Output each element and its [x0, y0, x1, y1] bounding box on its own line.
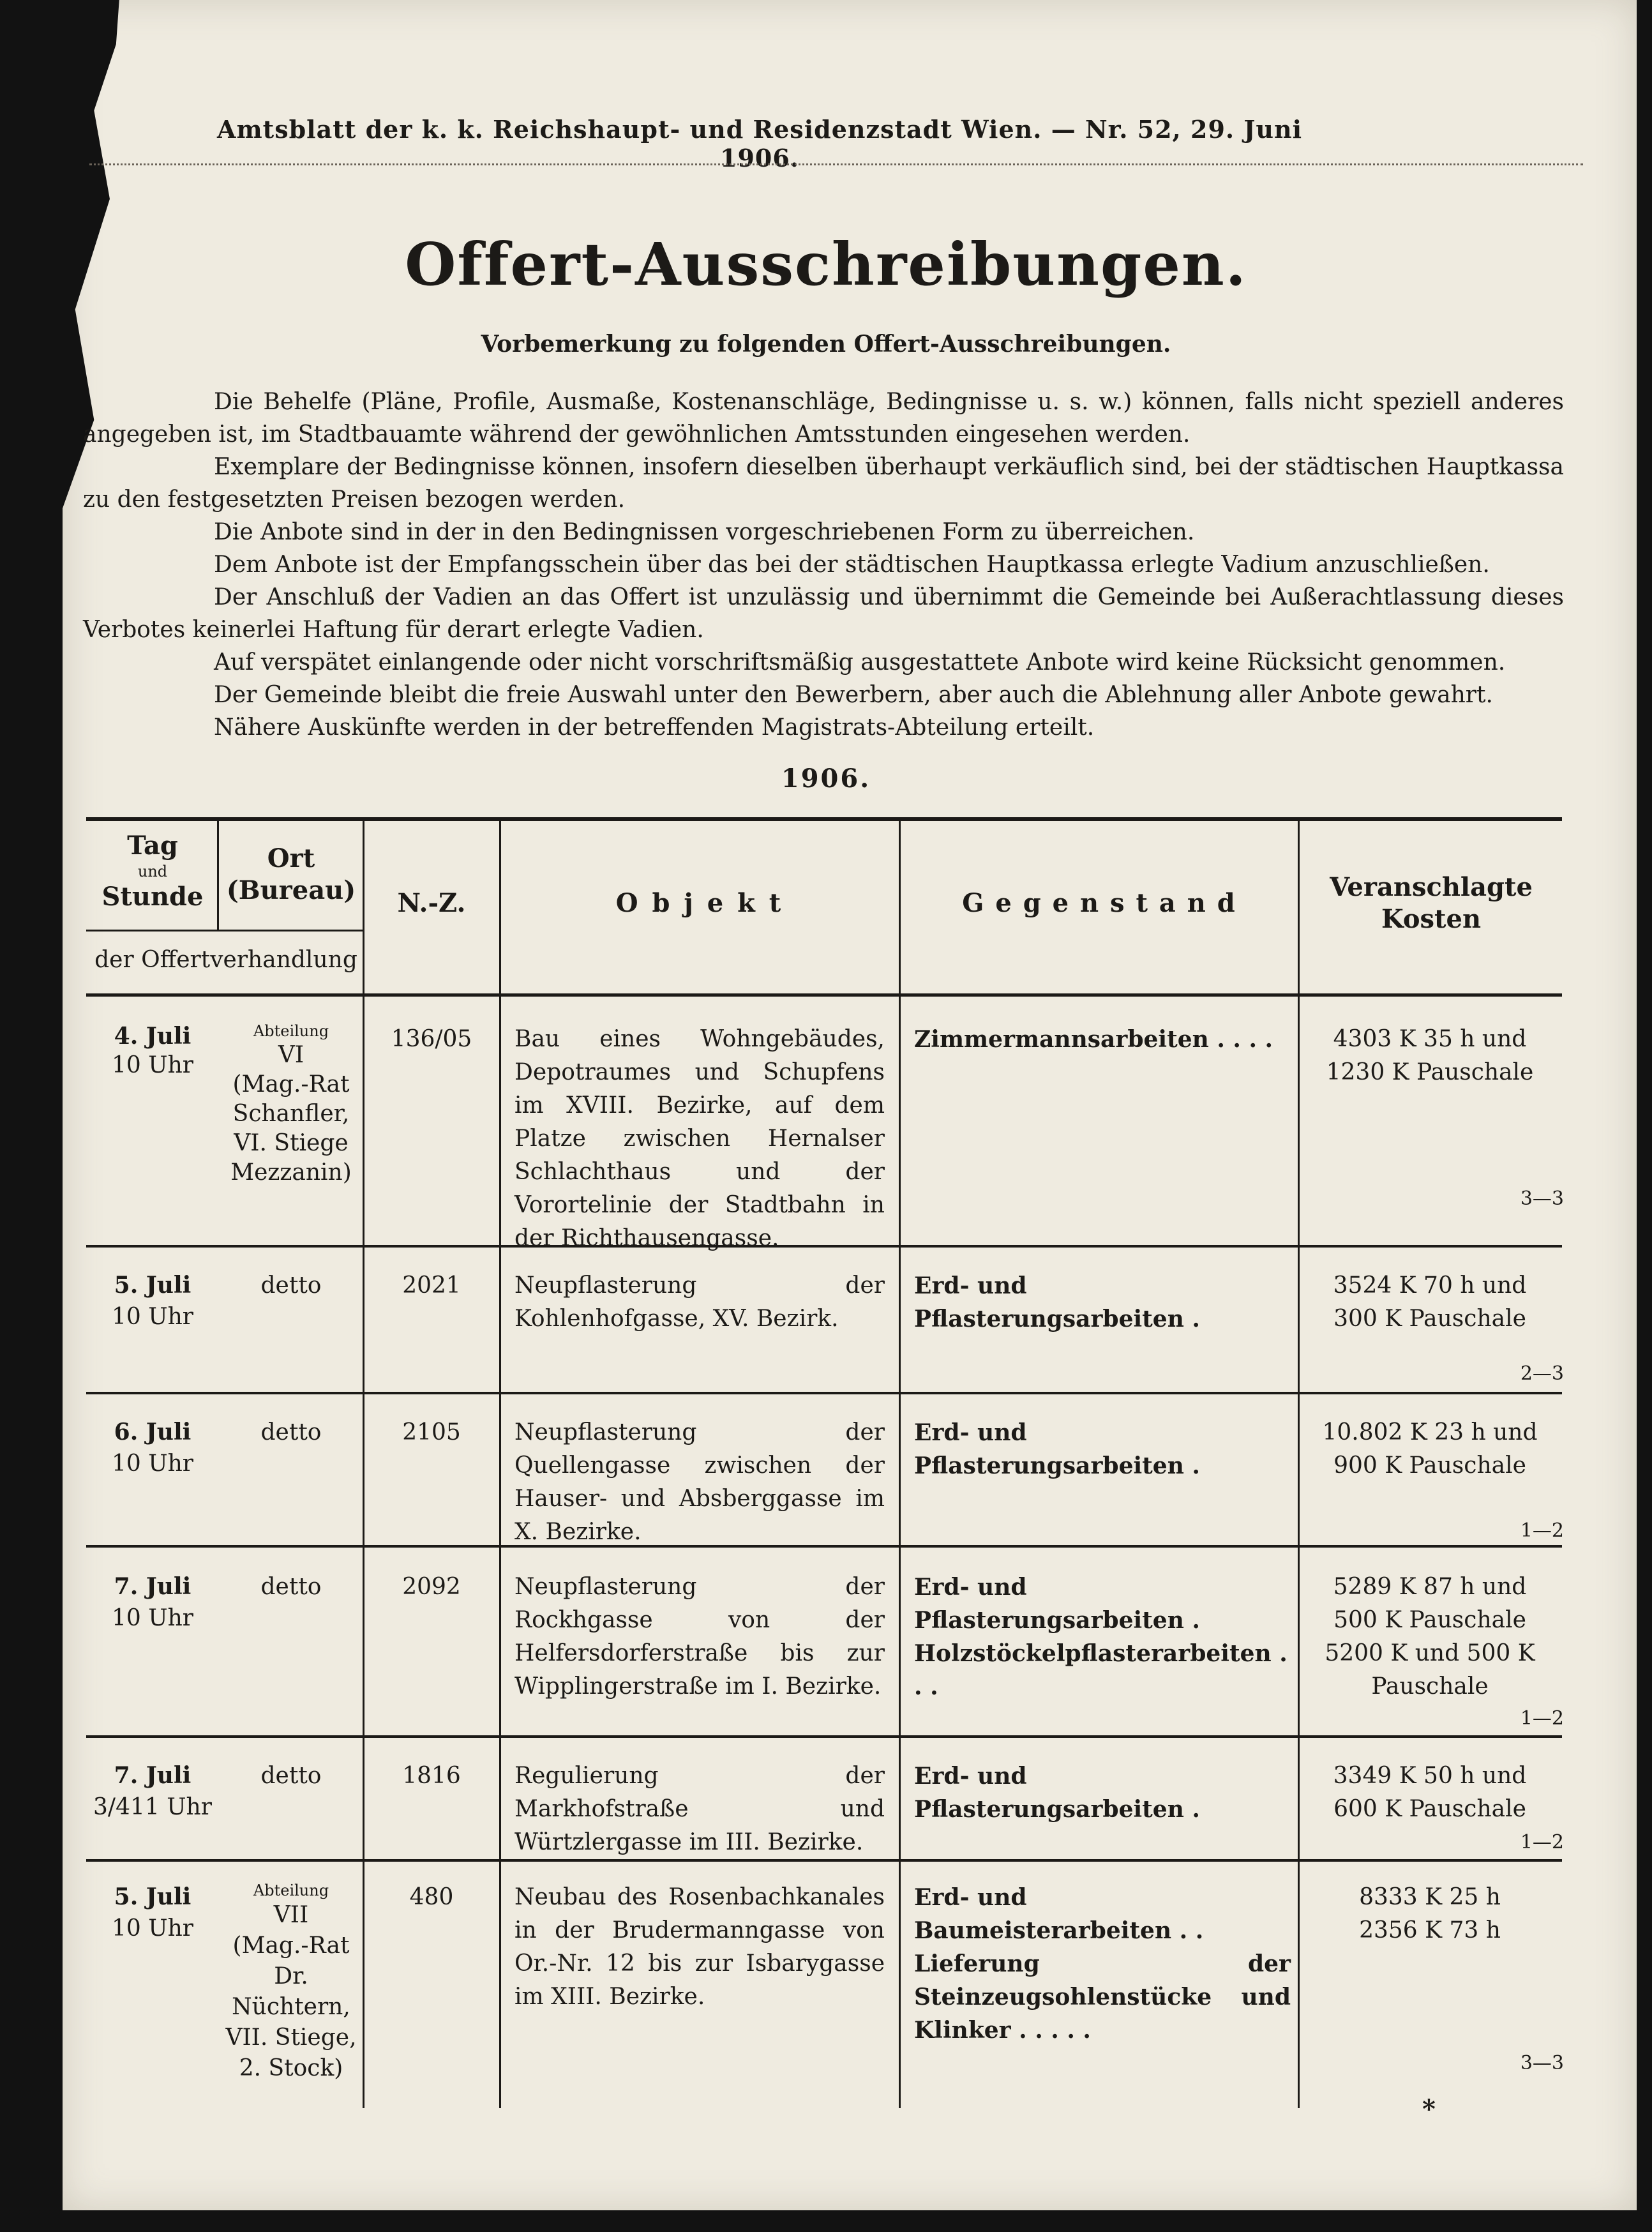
row-separator	[86, 1859, 1562, 1862]
row-kosten-line: 500 K Pauschale	[1333, 1607, 1526, 1633]
row-gegenstand-line: Holzstöckelpflasterarbeiten . . .	[914, 1640, 1288, 1700]
row-ref: 1—2	[1520, 1519, 1564, 1542]
row-kosten	[1302, 1760, 1558, 1826]
row-kosten-line: 10.802 K 23 h und	[1322, 1419, 1538, 1445]
row-ort-line: Schanfler,	[232, 1101, 350, 1127]
intro-paragraph: Der Anschluß der Vadien an das Offert ist unzulässig und übernimmt die Gemeinde bei Außerachtlassung dieses Verbotes keinerlei Haftung für derart erlegte Vadien.	[83, 584, 1564, 643]
row-ort-line: VI	[278, 1042, 304, 1068]
row-time: 10 Uhr	[112, 1915, 193, 1942]
row-gegenstand-line: Erd- und Pflasterungsarbeiten .	[914, 1763, 1200, 1823]
intro-text	[83, 386, 1564, 744]
page-subtitle: Vorbemerkung zu folgenden Offert-Ausschreibungen.	[481, 331, 1171, 358]
row-ort-line: 2. Stock)	[239, 2055, 343, 2081]
table-header-rule	[86, 993, 1562, 997]
row-time: 10 Uhr	[112, 1605, 193, 1631]
header-rule	[89, 163, 1583, 170]
row-objekt: Neupflasterung der Kohlenhofgasse, XV. Bezirk.	[514, 1272, 885, 1332]
header-und: und	[137, 863, 168, 880]
row-kosten	[1302, 1571, 1558, 1703]
table-row-date	[89, 1881, 216, 1945]
row-date: 6. Juli	[114, 1419, 191, 1445]
row-separator	[86, 1735, 1562, 1738]
row-kosten-line: 8333 K 25 h	[1359, 1884, 1501, 1910]
row-kosten-line: 3349 K 50 h und	[1333, 1763, 1527, 1789]
row-nz: 480	[409, 1884, 454, 1910]
row-nz: 136/05	[391, 1026, 472, 1052]
row-objekt: Neupflasterung der Rockhgasse von der Helfersdorferstraße bis zur Wipplingerstraße im I. Bezirke.	[514, 1574, 885, 1700]
row-time: 10 Uhr	[112, 1052, 193, 1078]
footer-asterisk: *	[1422, 2094, 1436, 2124]
row-kosten	[1302, 1416, 1558, 1482]
intro-paragraph: Nähere Auskünfte werden in der betreffenden Magistrats-Abteilung erteilt.	[214, 714, 1095, 741]
running-head: Amtsblatt der k. k. Reichshaupt- und Residenzstadt Wien. — Nr. 52, 29. Juni 1906.	[216, 115, 1303, 172]
header-ort	[220, 843, 362, 907]
row-gegenstand	[914, 1571, 1291, 1703]
row-nz: 2021	[402, 1272, 461, 1299]
row-kosten-line: 300 K Pauschale	[1333, 1306, 1526, 1332]
header-veranschlagte: Veranschlagte	[1330, 872, 1533, 902]
row-ort-abteilung: Abteilung	[253, 1881, 329, 1899]
header-ort-label: Ort	[267, 843, 315, 873]
header-kosten	[1300, 871, 1562, 935]
header-objekt: O b j e k t	[615, 888, 784, 918]
row-gegenstand-line: Lieferung der Steinzeugsohlenstücke und Klinker . . . . .	[914, 1950, 1291, 2044]
row-ort-line: VI. Stiege	[234, 1130, 349, 1156]
column-rule	[1298, 821, 1300, 2108]
row-ref: 2—3	[1520, 1362, 1564, 1385]
row-time: 10 Uhr	[112, 1451, 193, 1477]
row-kosten-line: 5200 K und 500 K	[1325, 1640, 1535, 1666]
column-rule	[217, 821, 219, 930]
row-kosten-line: 3524 K 70 h und	[1333, 1272, 1527, 1299]
row-ref: 1—2	[1520, 1831, 1564, 1853]
column-rule	[363, 821, 364, 2108]
table-row-date	[89, 1760, 216, 1823]
row-time: 10 Uhr	[112, 1304, 193, 1330]
row-kosten-line: 4303 K 35 h und	[1333, 1026, 1527, 1052]
row-ort-line: detto	[260, 1763, 322, 1789]
row-kosten-line: Pauschale	[1371, 1673, 1489, 1700]
header-sub-rule	[86, 930, 364, 931]
intro-paragraph: Exemplare der Bedingnisse können, insofern dieselben überhaupt verkäuflich sind, bei der städtischen Hauptkassa zu den festgesetzten Preisen bezogen werden.	[83, 454, 1564, 513]
row-ort-line: VII	[273, 1902, 309, 1928]
year-heading: 1906.	[781, 764, 871, 794]
header-tag: Tag	[127, 831, 178, 861]
intro-paragraph: Dem Anbote ist der Empfangsschein über das bei der städtischen Hauptkassa erlegte Vadium anzuschließen.	[214, 552, 1490, 578]
row-kosten-line: 1230 K Pauschale	[1326, 1059, 1534, 1085]
row-ort-line: VII. Stiege,	[225, 2025, 357, 2051]
header-gegenstand: G e g e n s t a n d	[962, 888, 1236, 918]
header-tag-stunde	[89, 830, 216, 913]
intro-paragraph: Auf verspätet einlangende oder nicht vorschriftsmäßig ausgestattete Anbote wird keine Rücksicht genommen.	[214, 649, 1506, 675]
row-kosten-line: 900 K Pauschale	[1333, 1452, 1526, 1479]
row-kosten-line: 600 K Pauschale	[1333, 1796, 1526, 1822]
table-row-date	[89, 1269, 216, 1333]
row-gegenstand-line: Erd- und Pflasterungsarbeiten .	[914, 1419, 1200, 1479]
row-nz: 1816	[402, 1763, 461, 1789]
page-title: Offert-Ausschreibungen.	[405, 230, 1247, 299]
row-ort-line: Mezzanin)	[230, 1159, 352, 1186]
row-gegenstand	[914, 1269, 1291, 1336]
table-row-date	[89, 1022, 216, 1080]
header-bureau-label: (Bureau)	[226, 875, 356, 905]
column-rule	[899, 821, 901, 2108]
row-gegenstand	[914, 1023, 1291, 1056]
row-ref: 1—2	[1520, 1707, 1564, 1730]
row-ort-line: (Mag.-Rat	[232, 1071, 350, 1097]
row-gegenstand	[914, 1416, 1291, 1482]
intro-paragraph: Die Behelfe (Pläne, Profile, Ausmaße, Kostenanschläge, Bedingnisse u. s. w.) können, falls nicht speziell anderes angegeben ist, im Stadtbauamte während der gewöhnlichen Amtsstunden eingesehen werden.	[83, 389, 1564, 448]
table-top-rule	[86, 817, 1562, 821]
row-date: 5. Juli	[114, 1272, 191, 1299]
row-kosten	[1302, 1023, 1558, 1089]
row-objekt: Regulierung der Markhofstraße und Würtzlergasse im III. Bezirke.	[514, 1763, 885, 1855]
row-ref: 3—3	[1520, 1188, 1564, 1210]
row-objekt: Bau eines Wohngebäudes, Depotraumes und Schupfens im XVIII. Bezirke, auf dem Platze zwischen Hernalser Schlachthaus und der Vorortelinie der Stadtbahn in der Richthausengasse.	[514, 1026, 885, 1251]
row-ort-line: Nüchtern,	[232, 1994, 350, 2020]
header-offertverhandlung: der Offertverhandlung	[94, 947, 357, 973]
row-gegenstand	[914, 1760, 1291, 1826]
row-ort-line: Dr.	[274, 1963, 308, 1989]
table-row-ort	[220, 1022, 362, 1188]
row-kosten	[1302, 1269, 1558, 1336]
row-objekt: Neupflasterung der Quellengasse zwischen der Hauser- und Absberggasse im X. Bezirke.	[514, 1419, 885, 1545]
row-ort-line: detto	[260, 1419, 322, 1445]
header-stunde: Stunde	[101, 882, 204, 912]
row-gegenstand	[914, 1881, 1291, 2047]
header-nz: N.-Z.	[397, 888, 466, 918]
row-ort-line: detto	[260, 1574, 322, 1600]
row-gegenstand-line: Zimmermannsarbeiten . . . .	[914, 1026, 1273, 1053]
row-time: 3/411 Uhr	[93, 1794, 212, 1820]
row-ort-abteilung: Abteilung	[253, 1022, 329, 1040]
table-row-date	[89, 1416, 216, 1480]
row-ort-line: (Mag.-Rat	[232, 1933, 350, 1959]
row-date: 7. Juli	[114, 1762, 191, 1789]
header-kosten-label: Kosten	[1381, 904, 1482, 934]
table-row-date	[89, 1571, 216, 1634]
column-rule	[499, 821, 501, 2108]
row-gegenstand-line: Erd- und Pflasterungsarbeiten .	[914, 1272, 1200, 1332]
row-nz: 2105	[402, 1419, 461, 1445]
intro-paragraph: Die Anbote sind in der in den Bedingnissen vorgeschriebenen Form zu überreichen.	[214, 519, 1195, 545]
row-gegenstand-line: Erd- und Baumeisterarbeiten . .	[914, 1884, 1204, 1944]
row-kosten	[1302, 1881, 1558, 1947]
row-separator	[86, 1392, 1562, 1394]
row-date: 5. Juli	[114, 1883, 191, 1910]
row-date: 7. Juli	[114, 1573, 191, 1600]
row-ref: 3—3	[1520, 2052, 1564, 2074]
row-kosten-line: 5289 K 87 h und	[1333, 1574, 1527, 1600]
row-ort-line: detto	[260, 1272, 322, 1299]
row-objekt: Neubau des Rosenbachkanales in der Brudermanngasse von Or.-Nr. 12 bis zur Isbarygasse im XIII. Bezirke.	[514, 1884, 885, 2010]
table-row-ort	[220, 1881, 362, 2084]
row-gegenstand-line: Erd- und Pflasterungsarbeiten .	[914, 1574, 1200, 1634]
row-nz: 2092	[402, 1574, 461, 1600]
row-kosten-line: 2356 K 73 h	[1359, 1917, 1501, 1943]
row-date: 4. Juli	[114, 1023, 191, 1050]
intro-paragraph: Der Gemeinde bleibt die freie Auswahl unter den Bewerbern, aber auch die Ablehnung aller Anbote gewahrt.	[214, 682, 1493, 708]
